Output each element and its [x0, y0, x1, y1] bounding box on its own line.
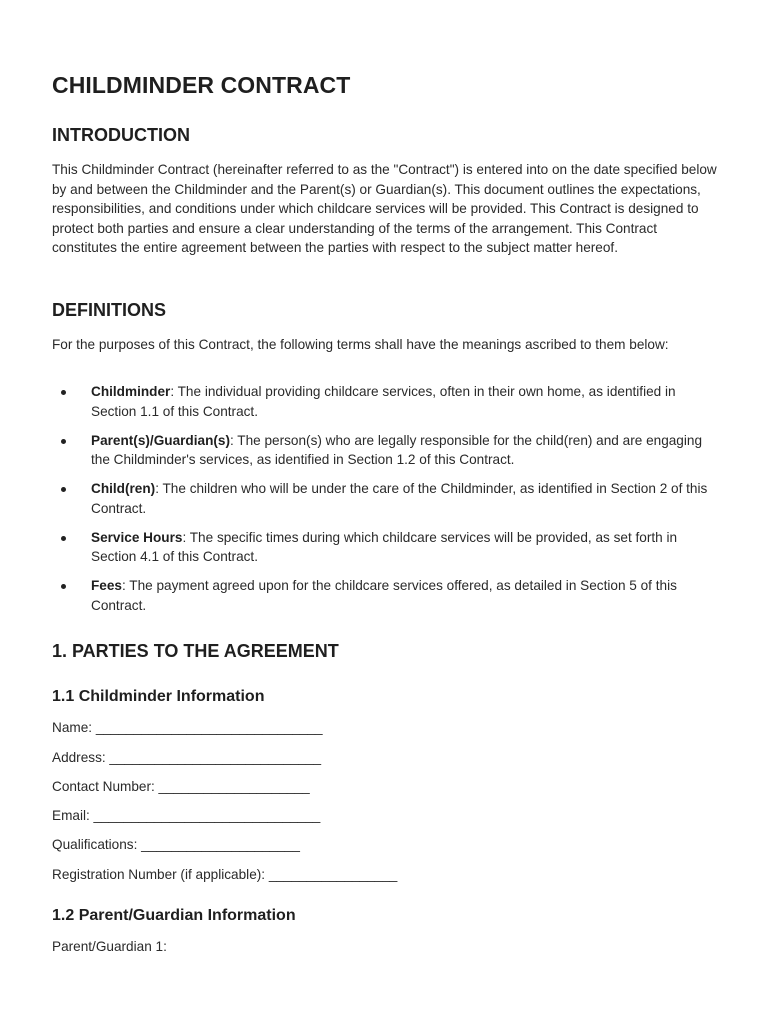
definition-description: : The person(s) who are legally responsible for the child(ren) and are engaging the Childminder's services, as identified in Section 1.2 of this Contract. — [91, 432, 703, 468]
childminder-qualifications-field[interactable]: Qualifications: _____________________ — [52, 837, 300, 852]
definition-term: Parent(s)/Guardian(s) — [91, 432, 230, 448]
definition-item-children — [52, 479, 717, 518]
introduction-text: This Childminder Contract (hereinafter referred to as the "Contract") is entered into on the date specified below by and between the Childminder and the Parent(s) or Guardian(s). This document outlines the expectations, responsibilities, and conditions under which childcare services will be provided. This Contract is designed to protect both parties and ensure a clear understanding of the terms of the arrangement. This Contract constitutes the entire agreement between the parties with respect to the subject matter hereof. — [52, 162, 717, 256]
definitions-intro: For the purposes of this Contract, the following terms shall have the meanings ascribed to them below: — [52, 337, 669, 352]
definition-item-childminder — [52, 382, 717, 421]
definition-term: Service Hours — [91, 529, 183, 545]
childminder-address-field[interactable]: Address: ____________________________ — [52, 750, 322, 765]
parent-info-heading: 1.2 Parent/Guardian Information — [52, 907, 296, 924]
childminder-info-heading: 1.1 Childminder Information — [52, 688, 265, 705]
definition-term: Child(ren) — [91, 481, 156, 497]
definition-description: : The payment agreed upon for the childcare services offered, as detailed in Section 5 of this Contract. — [91, 578, 677, 613]
definitions-heading: DEFINITIONS — [52, 300, 167, 320]
definition-term: Fees — [91, 578, 122, 594]
childminder-email-field[interactable]: Email: ______________________________ — [52, 808, 321, 823]
bullet-icon — [61, 536, 66, 541]
document-title: CHILDMINDER CONTRACT — [52, 72, 351, 98]
definition-item-service-hours — [52, 528, 717, 567]
bullet-icon — [61, 390, 66, 395]
definitions-list — [52, 382, 717, 625]
childminder-registration-number-field[interactable]: Registration Number (if applicable): _________________ — [52, 867, 398, 882]
parties-heading: 1. PARTIES TO THE AGREEMENT — [52, 641, 339, 661]
childminder-name-field[interactable]: Name: ______________________________ — [52, 720, 323, 735]
bullet-icon — [61, 487, 66, 492]
bullet-icon — [61, 439, 66, 444]
definition-description: : The children who will be under the care of the Childminder, as identified in Section 2 of this Contract. — [91, 481, 708, 516]
introduction-heading: INTRODUCTION — [52, 125, 190, 145]
definition-description: : The individual providing childcare services, often in their own home, as identified in Section 1.1 of this Contract. — [91, 384, 676, 419]
definition-item-parents — [52, 431, 717, 470]
bullet-icon — [61, 584, 66, 589]
definition-item-fees — [52, 576, 717, 615]
definition-description: : The specific times during which childcare services will be provided, as set forth in Section 4.1 of this Contract. — [91, 529, 678, 565]
parent-guardian-1-label: Parent/Guardian 1: — [52, 939, 167, 954]
definition-term: Childminder — [91, 384, 171, 399]
childminder-contact-number-field[interactable]: Contact Number: ____________________ — [52, 779, 310, 794]
